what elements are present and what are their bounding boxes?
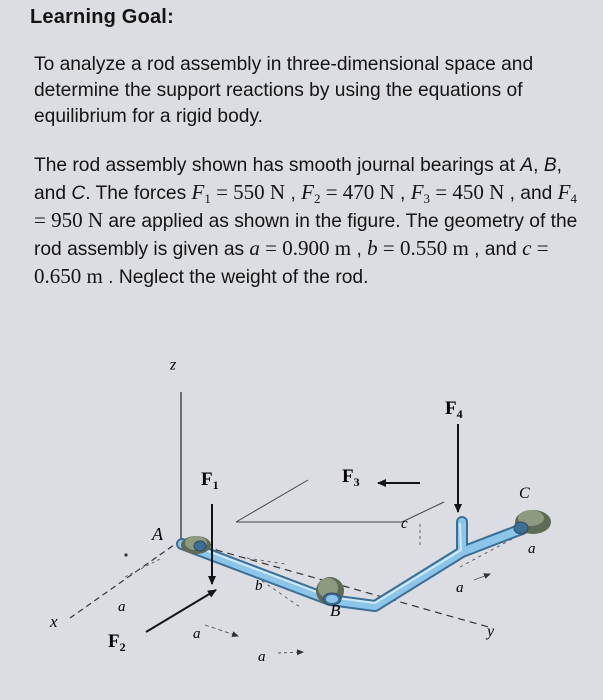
learning-goal-heading: Learning Goal:: [30, 6, 174, 28]
dimension-a-label: a: [258, 649, 266, 665]
x-axis-label: x: [50, 612, 58, 631]
statement-text: . The forces: [85, 183, 192, 204]
rod-assembly-figure: [0, 352, 603, 700]
learning-goal-text: To analyze a rod assembly in three-dimensional space and determine the support reactions by using the equations of equilibrium for a rigid body.: [34, 54, 534, 127]
statement-text: ,: [533, 155, 544, 176]
dimension-a-label: a: [118, 599, 126, 615]
guide-line: [402, 502, 444, 522]
force-f4-label: $F_4$: [445, 398, 463, 421]
dimension-line: [205, 625, 238, 636]
force-f3-equation: $F_3 = 450$ N: [410, 180, 505, 206]
bearing-b-ref: B: [543, 155, 557, 176]
dimension-a-label: a: [193, 626, 201, 642]
dimension-line: [474, 574, 490, 580]
bearing-c: [514, 510, 551, 534]
bearing-a-label: A: [152, 524, 163, 544]
z-axis-label: z: [169, 358, 176, 375]
force-f2-arrow: [146, 590, 216, 632]
force-f4-equation: $F_4 = 950$ N: [34, 180, 577, 232]
statement-text: , and: [34, 155, 562, 204]
bearing-c-ref: C: [71, 183, 86, 204]
dimension-line: [125, 559, 160, 577]
force-f2-label: $F_2$: [108, 631, 126, 654]
dimension-b-label: b: [255, 578, 263, 594]
bearing-b-label: B: [330, 601, 341, 620]
bearing-a-ref: A: [520, 155, 534, 176]
guide-line: [236, 480, 308, 522]
dimension-c-label: c: [401, 516, 408, 532]
statement-text: The rod assembly shown has smooth journal bearings at: [34, 155, 521, 176]
y-axis-label: y: [487, 623, 495, 640]
x-axis: [70, 540, 181, 618]
force-f1-label: $F_1$: [201, 469, 219, 492]
dimension-a-equation: a = 0.900 m: [249, 236, 352, 260]
bearing-a: [181, 536, 211, 554]
dimension-a-label: a: [456, 580, 464, 596]
dimension-tick: [124, 553, 127, 556]
dimension-c-equation: c = 0.650 m: [34, 236, 549, 288]
force-f2-equation: $F_2 = 470$ N: [301, 180, 395, 206]
problem-statement: The rod assembly shown has smooth journal bearings at A, B, and C. The forces $F_1 = 550$ N , $F_2 = 470$ N , $F_3 = 450$ N , and $F_4 = 950$ N are applied as shown in the figure. The geometry of the rod assembly is given as a = 0.900 m , b = 0.550 m , and c = 0.650 m . Neglect the weight of the rod.: [34, 155, 578, 288]
dimension-line: [278, 652, 303, 653]
dimension-b-equation: b = 0.550 m: [367, 236, 469, 260]
dimension-a-label: a: [528, 541, 536, 557]
force-f1-equation: $F_1 = 550$ N: [191, 180, 286, 206]
bearing-c-label: C: [519, 485, 530, 502]
rod: [182, 522, 522, 606]
force-f3-label: $F_3$: [342, 466, 360, 489]
